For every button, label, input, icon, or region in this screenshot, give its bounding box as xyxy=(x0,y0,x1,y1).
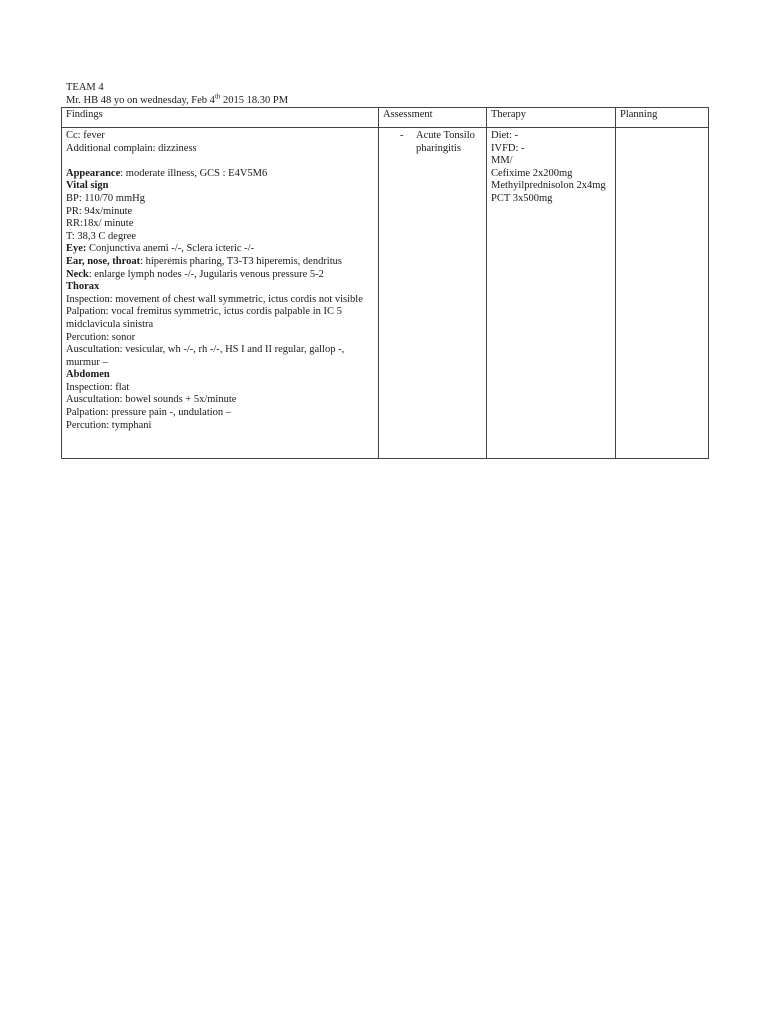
column-header-planning: Planning xyxy=(616,108,709,128)
therapy-mm: MM/ xyxy=(491,155,513,167)
abdomen-auscultation: Auscultation: bowel sounds + 5x/minute xyxy=(66,394,237,406)
thorax-heading: Thorax xyxy=(66,281,100,293)
therapy-methylprednisolone: Methyilprednisolon 2x4mg xyxy=(491,180,606,192)
vital-temperature: T: 38,3 C degree xyxy=(66,230,137,242)
assessment-bullet: - xyxy=(400,130,404,141)
chief-complaint: Cc: fever xyxy=(66,130,105,141)
ent-line xyxy=(66,256,374,269)
column-header-findings: Findings xyxy=(62,108,379,128)
eye-line xyxy=(66,243,374,256)
vital-bp: BP: 110/70 mmHg xyxy=(66,192,145,204)
eye-label: Eye: xyxy=(66,243,87,255)
patient-info-line xyxy=(66,92,706,108)
abdomen-palpation: Palpation: pressure pain -, undulation – xyxy=(66,407,232,419)
additional-complaint: Additional complain: dizziness xyxy=(66,142,197,154)
blank-line xyxy=(66,155,374,168)
vital-rr: RR:18x/ minute xyxy=(66,218,134,230)
patient-info-text: Mr. HB 48 yo on wednesday, Feb 4 xyxy=(66,94,215,106)
therapy-diet: Diet: - xyxy=(491,130,519,141)
vital-sign-heading: Vital sign xyxy=(66,180,109,192)
column-header-assessment: Assessment xyxy=(379,108,487,128)
table-row xyxy=(62,128,709,459)
appearance-line xyxy=(66,168,374,181)
document-header xyxy=(66,82,706,107)
vital-pr: PR: 94x/minute xyxy=(66,205,133,217)
neck-value: : enlarge lymph nodes -/-, Jugularis venous pressure 5-2 xyxy=(88,268,324,280)
therapy-cefixime: Cefixime 2x200mg xyxy=(491,167,573,179)
table-header-row xyxy=(62,108,709,128)
neck-label: Neck xyxy=(66,268,89,280)
assessment-cell xyxy=(379,128,487,459)
ent-value: : hiperemis pharing, T3-T3 hiperemis, dendritus xyxy=(140,255,342,267)
abdomen-percussion: Percution: tymphani xyxy=(66,419,152,431)
thorax-palpation: Palpation: vocal fremitus symmetric, ictus cordis palpable in IC 5 midclavicula sinistra xyxy=(66,306,342,330)
patient-info-date-time: 2015 18.30 PM xyxy=(220,94,289,106)
planning-cell xyxy=(616,128,709,459)
thorax-inspection: Inspection: movement of chest wall symmetric, ictus cordis not visible xyxy=(66,293,363,305)
thorax-auscultation: Auscultation: vesicular, wh -/-, rh -/-, HS I and II regular, gallop -, murmur – xyxy=(66,344,345,368)
abdomen-inspection: Inspection: flat xyxy=(66,381,130,393)
therapy-pct: PCT 3x500mg xyxy=(491,192,553,204)
appearance-label: Appearance xyxy=(66,167,121,179)
column-header-therapy: Therapy xyxy=(487,108,616,128)
date-ordinal-suffix: th xyxy=(214,92,221,101)
neck-line xyxy=(66,269,374,282)
therapy-ivfd: IVFD: - xyxy=(491,142,525,154)
soap-notes-table xyxy=(61,107,709,459)
assessment-diagnosis: Acute Tonsilopharingitis xyxy=(416,130,475,154)
therapy-cell xyxy=(487,128,616,459)
abdomen-heading: Abdomen xyxy=(66,369,110,381)
list-item xyxy=(383,130,482,155)
eye-value: Conjunctiva anemi -/-, Sclera icteric -/- xyxy=(86,243,255,255)
thorax-percussion: Percution: sonor xyxy=(66,331,136,343)
team-label: TEAM 4 xyxy=(66,82,104,93)
appearance-value: : moderate illness, GCS : E4V5M6 xyxy=(120,167,268,179)
ent-label: Ear, nose, throat xyxy=(66,255,141,267)
findings-cell xyxy=(62,128,379,459)
